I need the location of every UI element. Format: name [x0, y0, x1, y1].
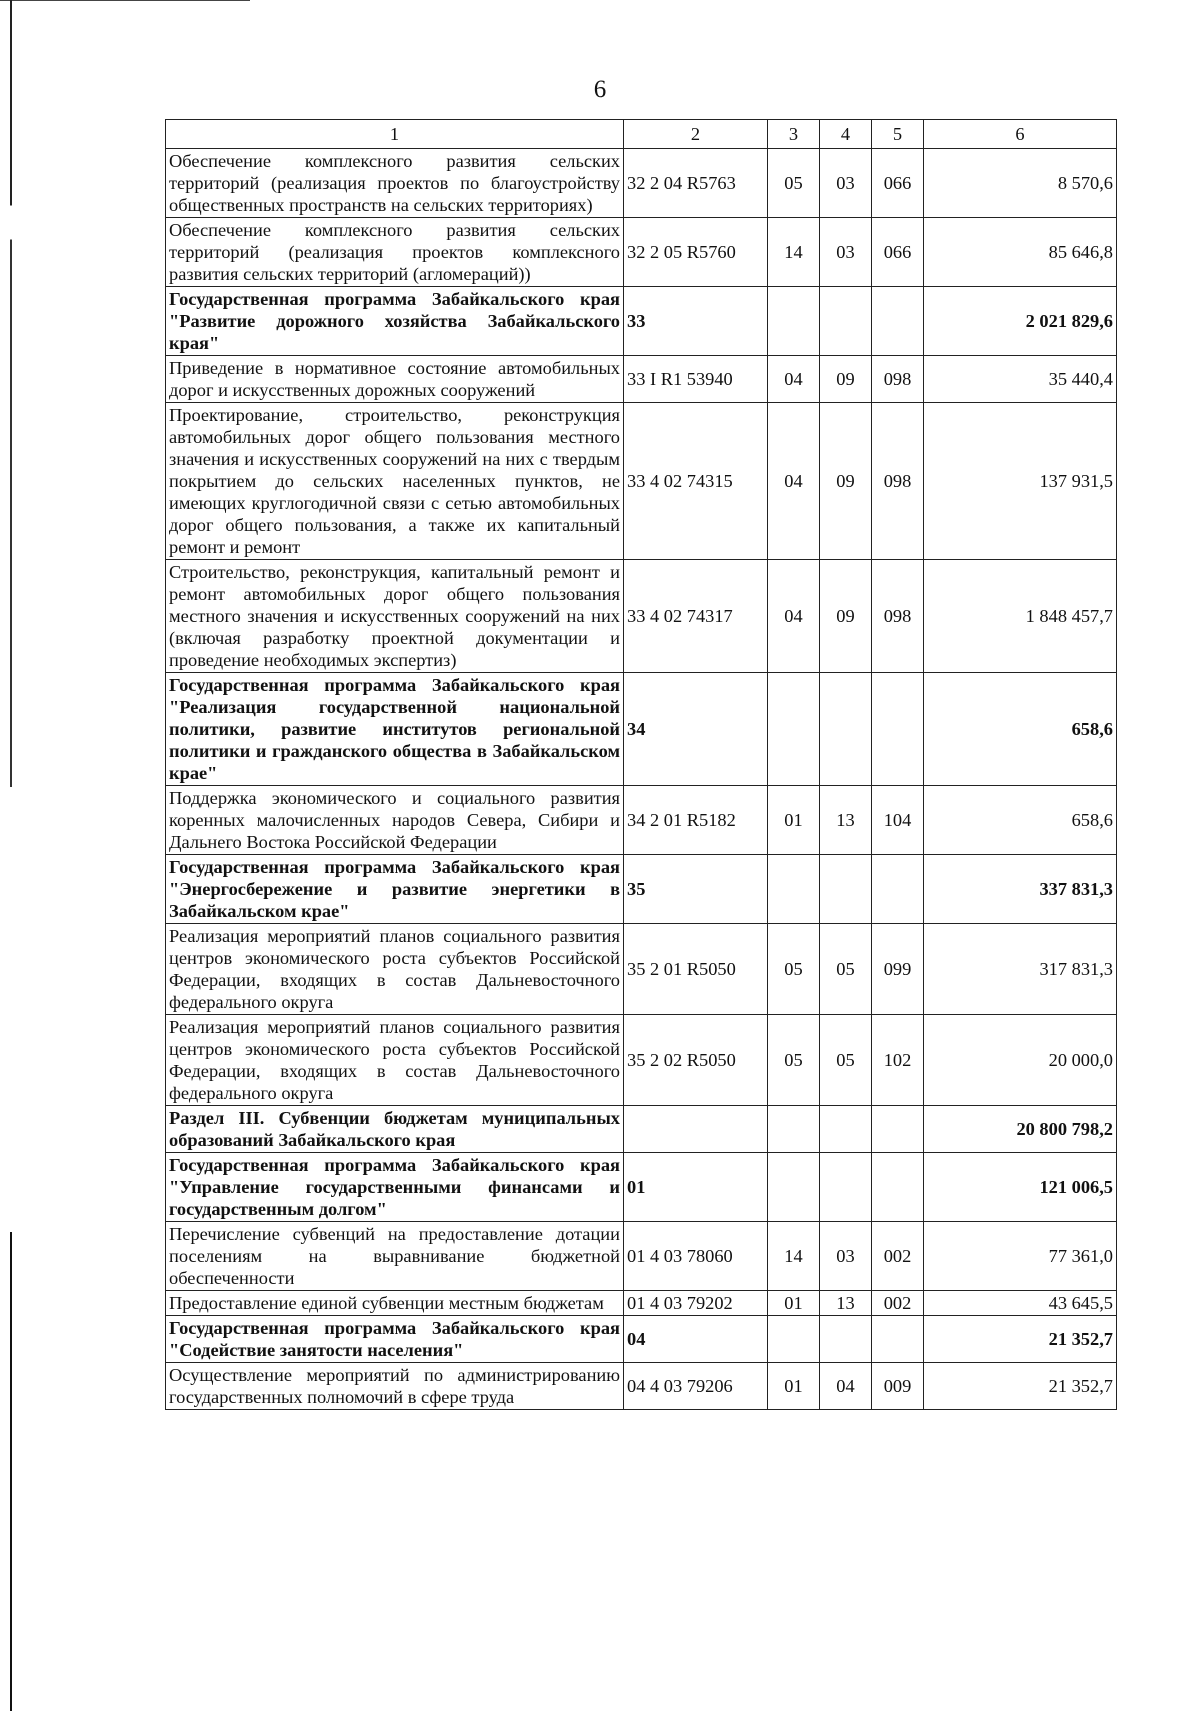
row-subsection-cell [820, 855, 872, 924]
row-amount-cell: 137 931,5 [924, 403, 1117, 560]
row-type-cell: 098 [872, 356, 924, 403]
row-section-cell: 01 [768, 786, 820, 855]
row-type-cell: 098 [872, 560, 924, 673]
row-code-cell: 01 [624, 1153, 768, 1222]
row-type-cell [872, 1153, 924, 1222]
row-name-cell: Раздел III. Субвенции бюджетам муниципальных образований Забайкальского края [166, 1106, 624, 1153]
row-type-cell: 102 [872, 1015, 924, 1106]
row-type-cell: 002 [872, 1291, 924, 1316]
row-subsection-cell: 09 [820, 560, 872, 673]
row-amount-cell: 658,6 [924, 786, 1117, 855]
row-name-cell: Государственная программа Забайкальского края "Реализация государственной национальной политики, развитие институтов региональной политики и гражданского общества в Забайкальском крае" [166, 673, 624, 786]
row-name-cell: Государственная программа Забайкальского края "Содействие занятости населения" [166, 1316, 624, 1363]
table-row [166, 1291, 1117, 1316]
row-amount-cell: 21 352,7 [924, 1316, 1117, 1363]
row-amount-cell: 35 440,4 [924, 356, 1117, 403]
row-section-cell [768, 1153, 820, 1222]
row-subsection-cell: 04 [820, 1363, 872, 1410]
column-header-5: 5 [872, 120, 924, 149]
row-code-cell: 33 4 02 74317 [624, 560, 768, 673]
row-name-cell: Реализация мероприятий планов социального развития центров экономического роста субъектов Российской Федерации, входящих в состав Дальневосточного федерального округа [166, 924, 624, 1015]
table-row [166, 1222, 1117, 1291]
table-row [166, 560, 1117, 673]
column-header-6: 6 [924, 120, 1117, 149]
table-row [166, 855, 1117, 924]
table-row [166, 924, 1117, 1015]
row-code-cell: 04 4 03 79206 [624, 1363, 768, 1410]
row-name-cell: Перечисление субвенций на предоставление дотации поселениям на выравнивание бюджетной обеспеченности [166, 1222, 624, 1291]
row-type-cell [872, 1316, 924, 1363]
row-amount-cell: 121 006,5 [924, 1153, 1117, 1222]
row-name-cell: Поддержка экономического и социального развития коренных малочисленных народов Севера, Сибири и Дальнего Востока Российской Федерации [166, 786, 624, 855]
table-row [166, 1015, 1117, 1106]
row-amount-cell: 8 570,6 [924, 149, 1117, 218]
row-code-cell: 33 [624, 287, 768, 356]
row-section-cell: 05 [768, 149, 820, 218]
row-section-cell: 05 [768, 924, 820, 1015]
row-name-cell: Приведение в нормативное состояние автомобильных дорог и искусственных дорожных сооружений [166, 356, 624, 403]
row-name-cell: Государственная программа Забайкальского края "Развитие дорожного хозяйства Забайкальского края" [166, 287, 624, 356]
row-code-cell: 34 2 01 R5182 [624, 786, 768, 855]
table-row [166, 1316, 1117, 1363]
row-subsection-cell: 03 [820, 218, 872, 287]
row-subsection-cell [820, 673, 872, 786]
table-row [166, 1363, 1117, 1410]
row-section-cell: 04 [768, 356, 820, 403]
table-row [166, 356, 1117, 403]
row-type-cell: 002 [872, 1222, 924, 1291]
row-code-cell: 32 2 05 R5760 [624, 218, 768, 287]
table-body [166, 149, 1117, 1410]
row-amount-cell: 2 021 829,6 [924, 287, 1117, 356]
scan-edge-left [10, 0, 12, 1711]
row-subsection-cell [820, 1153, 872, 1222]
row-code-cell: 32 2 04 R5763 [624, 149, 768, 218]
table-row [166, 786, 1117, 855]
row-code-cell: 35 2 02 R5050 [624, 1015, 768, 1106]
row-section-cell: 14 [768, 1222, 820, 1291]
row-code-cell: 33 I R1 53940 [624, 356, 768, 403]
row-amount-cell: 21 352,7 [924, 1363, 1117, 1410]
row-name-cell: Предоставление единой субвенции местным бюджетам [166, 1291, 624, 1316]
row-section-cell [768, 287, 820, 356]
row-type-cell: 066 [872, 149, 924, 218]
row-type-cell [872, 855, 924, 924]
row-amount-cell: 658,6 [924, 673, 1117, 786]
row-type-cell: 099 [872, 924, 924, 1015]
row-name-cell: Реализация мероприятий планов социального развития центров экономического роста субъектов Российской Федерации, входящих в состав Дальневосточного федерального округа [166, 1015, 624, 1106]
row-type-cell [872, 673, 924, 786]
row-amount-cell: 337 831,3 [924, 855, 1117, 924]
row-amount-cell: 20 800 798,2 [924, 1106, 1117, 1153]
row-name-cell: Осуществление мероприятий по администрированию государственных полномочий в сфере труда [166, 1363, 624, 1410]
row-subsection-cell [820, 1316, 872, 1363]
row-amount-cell: 43 645,5 [924, 1291, 1117, 1316]
budget-table [165, 119, 1117, 1410]
row-section-cell [768, 1316, 820, 1363]
row-subsection-cell: 03 [820, 1222, 872, 1291]
row-section-cell: 01 [768, 1291, 820, 1316]
row-code-cell: 04 [624, 1316, 768, 1363]
row-section-cell: 14 [768, 218, 820, 287]
header-row [166, 120, 1117, 149]
row-code-cell [624, 1106, 768, 1153]
table-row [166, 218, 1117, 287]
page-number: 6 [593, 76, 607, 103]
row-subsection-cell: 13 [820, 786, 872, 855]
column-header-1: 1 [166, 120, 624, 149]
row-code-cell: 35 2 01 R5050 [624, 924, 768, 1015]
row-section-cell: 04 [768, 560, 820, 673]
row-subsection-cell: 09 [820, 403, 872, 560]
row-type-cell: 009 [872, 1363, 924, 1410]
row-subsection-cell: 13 [820, 1291, 872, 1316]
column-header-2: 2 [624, 120, 768, 149]
row-type-cell [872, 287, 924, 356]
row-code-cell: 01 4 03 79202 [624, 1291, 768, 1316]
row-subsection-cell: 05 [820, 924, 872, 1015]
row-section-cell: 05 [768, 1015, 820, 1106]
row-code-cell: 34 [624, 673, 768, 786]
column-header-4: 4 [820, 120, 872, 149]
row-section-cell [768, 855, 820, 924]
row-name-cell: Государственная программа Забайкальского края "Управление государственными финансами и государственным долгом" [166, 1153, 624, 1222]
row-code-cell: 01 4 03 78060 [624, 1222, 768, 1291]
row-code-cell: 35 [624, 855, 768, 924]
table-row [166, 403, 1117, 560]
table-row [166, 287, 1117, 356]
row-name-cell: Обеспечение комплексного развития сельских территорий (реализация проектов комплексного развития сельских территорий (агломераций)) [166, 218, 624, 287]
row-amount-cell: 85 646,8 [924, 218, 1117, 287]
row-subsection-cell: 09 [820, 356, 872, 403]
row-amount-cell: 20 000,0 [924, 1015, 1117, 1106]
table-row [166, 1106, 1117, 1153]
row-amount-cell: 77 361,0 [924, 1222, 1117, 1291]
table-row [166, 673, 1117, 786]
row-section-cell [768, 1106, 820, 1153]
row-subsection-cell [820, 1106, 872, 1153]
column-header-3: 3 [768, 120, 820, 149]
row-type-cell [872, 1106, 924, 1153]
row-name-cell: Проектирование, строительство, реконструкция автомобильных дорог общего пользования местного значения и искусственных сооружений на них с твердым покрытием до сельских населенных пунктов, не имеющих круглогодичной связи с сетью автомобильных дорог общего пользования, а также их капитальный ремонт и ремонт [166, 403, 624, 560]
row-amount-cell: 317 831,3 [924, 924, 1117, 1015]
scan-edge-top [0, 0, 250, 1]
row-subsection-cell: 05 [820, 1015, 872, 1106]
row-code-cell: 33 4 02 74315 [624, 403, 768, 560]
row-type-cell: 104 [872, 786, 924, 855]
row-name-cell: Обеспечение комплексного развития сельских территорий (реализация проектов по благоустройству общественных пространств на сельских территориях) [166, 149, 624, 218]
row-section-cell: 01 [768, 1363, 820, 1410]
row-subsection-cell: 03 [820, 149, 872, 218]
row-section-cell [768, 673, 820, 786]
row-type-cell: 098 [872, 403, 924, 560]
row-type-cell: 066 [872, 218, 924, 287]
row-amount-cell: 1 848 457,7 [924, 560, 1117, 673]
row-name-cell: Строительство, реконструкция, капитальный ремонт и ремонт автомобильных дорог общего пользования местного значения и искусственных сооружений на них (включая разработку проектной документации и проведение необходимых экспертиз) [166, 560, 624, 673]
row-section-cell: 04 [768, 403, 820, 560]
row-name-cell: Государственная программа Забайкальского края "Энергосбережение и развитие энергетики в Забайкальском крае" [166, 855, 624, 924]
row-subsection-cell [820, 287, 872, 356]
table-row [166, 1153, 1117, 1222]
table-row [166, 149, 1117, 218]
